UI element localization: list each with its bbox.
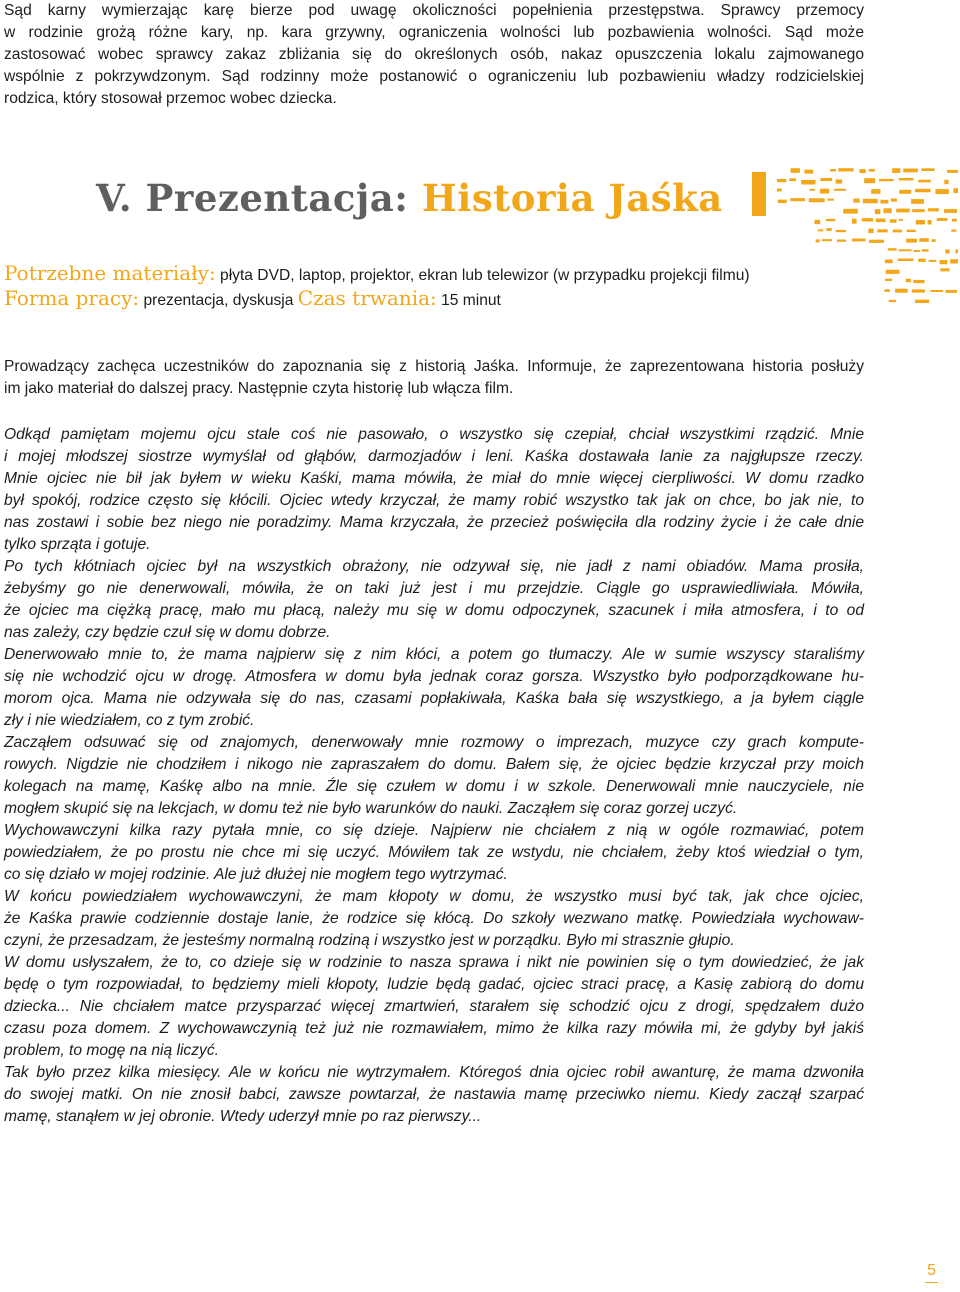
intro-line: wspólnie z pokrzywdzonym. Sąd rodzinny może postanowić o ograniczeniu lub pozbawieniu władzy rodzicielskiej	[4, 68, 864, 85]
story-line: kolegach na mamę, Kaśkę albo na mnie. Źle się czułem w domu i w szkole. Denerwowali mnie nauczyciele, nie	[4, 778, 864, 795]
story-line: się nie wchodzić ojcu w drogę. Atmosfera w domu była jednak coraz gorsza. Wszystko było podporządkowane hu-	[4, 668, 864, 685]
story-line: morom ojca. Mama nie odzywała się do nas, czasami popłakiwała, Kaśka bała się wszystkiego, a ja byłem ciągle	[4, 690, 864, 707]
story-line: Wychowawczyni kilka razy pytała mnie, co się dzieje. Najpierw nie chciałem z nią w ogóle rozmawiać, potem	[4, 822, 864, 839]
story-line: co się działo w mojej rodzinie. Ale już dłużej nie mogłem tego wytrzymać.	[4, 866, 508, 883]
story-line: mogłem skupić się na lekcjach, w domu też nie było warunków do nauki. Zacząłem się coraz gorzej uczyć.	[4, 800, 738, 817]
lead-paragraph	[4, 356, 864, 400]
materials-value: płyta DVD, laptop, projektor, ekran lub telewizor (w przypadku projekcji filmu)	[215, 267, 750, 284]
form-value: prezentacja, dyskusja	[139, 292, 298, 309]
intro-line: zastosować wobec sprawcy zakaz zbliżania się do określonych osób, nakaz opuszczenia lokalu zajmowanego	[4, 46, 864, 63]
time-label: Czas trwania:	[297, 286, 437, 310]
intro-line: Sąd karny wymierzając karę bierze pod uwagę okoliczności popełnienia przestępstwa. Sprawcy przemocy	[4, 2, 864, 19]
activity-meta	[4, 262, 884, 312]
story-line: nas zostawi i sobie bez niego nie poradzimy. Mama krzyczała, że przecież poświęciła dla rodziny życie i że całe dnie	[4, 514, 864, 531]
story-line: Odkąd pamiętam mojemu ojcu stale coś nie pasowało, o wszystko się czepiał, chciał wszystkimi rządzić. Mnie	[4, 426, 864, 443]
accent-bar	[752, 172, 766, 216]
story-text	[4, 424, 864, 1128]
story-line: czyni, że przesadzam, że jesteśmy normalną rodziną i wszystko jest w porządku. Było mi strasznie głupio.	[4, 932, 735, 949]
story-line: i mojej młodszej siostrze wymyślał od głąbów, darmozjadów i leni. Kaśka dostawała lanie za najgłupsze rzeczy.	[4, 448, 864, 465]
story-line: że Kaśka prawie codziennie dostaje lanie, że rodzice się kłócą. Do szkoły wezwano matkę. Powiedziała wychowaw-	[4, 910, 864, 927]
story-line: Denerwowało mnie to, że mama najpierw się z nim kłóci, a potem go tłumaczy. Ale w sumie wszyscy staraliśmy	[4, 646, 864, 663]
section-number-title: V. Prezentacja:	[96, 176, 422, 220]
story-line: Po tych kłótniach ojciec był na wszystkich obrażony, nie odzywał się, nie jadł z nami obiadów. Mama prosiła,	[4, 558, 864, 575]
time-value: 15 minut	[436, 292, 501, 309]
section-heading	[96, 176, 723, 220]
story-line: rowych. Nigdzie nie chodziłem i nikogo nie zapraszałem do domu. Bałem się, że ojciec będzie krzyczał przy moich	[4, 756, 864, 773]
lead-line: im jako materiał do dalszej pracy. Następnie czyta historię lub włącza film.	[4, 380, 514, 397]
story-line: czasu poza domem. Z wychowawczynią też już nie rozmawiałem, mimo że kilka razy mówiła mi, że gdyby był jakiś	[4, 1020, 864, 1037]
story-line: powiedziałem, że po prostu nie chce mi się uczyć. Mówiłem tak ze wstydu, nie chciałem, żeby ktoś wiedział o tym,	[4, 844, 864, 861]
story-line: tylko sprząta i gotuje.	[4, 536, 151, 553]
materials-row	[4, 262, 884, 287]
intro-line: rodzica, który stosował przemoc wobec dziecka.	[4, 90, 337, 107]
story-line: do swojej matki. On nie znosił babci, zawsze powtarzał, że nastawia mamę przeciwko niemu. Kiedy zaczął szarpać	[4, 1086, 864, 1103]
page-number: 5	[927, 1262, 936, 1279]
story-line: będę o tym rozpowiadał, to będziemy mieli kłopoty, ludzie będą gadać, ojciec straci pracę, a Kasię zabiorą do domu	[4, 976, 864, 993]
story-line: że ojciec ma ciężką pracę, mało mu płacą, należy mu się w domu odpoczynek, szacunek i miła atmosfera, i to od	[4, 602, 864, 619]
story-line: nas zależy, czy będzie czuł się w domu dobrze.	[4, 624, 331, 641]
story-line: W domu usłyszałem, że to, co dzieje się w rodzinie to nasza sprawa i nikt nie powinien się o tym dowiedzieć, że jak	[4, 954, 864, 971]
story-line: żebyśmy go nie denerwowali, mówiła, że on taki już jest i mu przejdzie. Ciągle go usprawiedliwiała. Mówiła,	[4, 580, 864, 597]
story-line: W końcu powiedziałem wychowawczyni, że mam kłopoty w domu, że wszystko musi być tak, jak chce ojciec,	[4, 888, 864, 905]
form-time-row	[4, 287, 884, 312]
story-line: Zacząłem odsuwać się od znajomych, denerwowały mnie rozmowy o imprezach, muzyce czy grach kompute-	[4, 734, 864, 751]
story-line: był spokój, rodzice często się kłócili. Ojciec wtedy krzyczał, że mamy robić wszystko tak jak on chce, bo jak nie, to	[4, 492, 864, 509]
form-label: Forma pracy:	[4, 286, 140, 310]
lead-line: Prowadzący zachęca uczestników do zapoznania się z historią Jaśka. Informuje, że zaprezentowana historia posłuży	[4, 358, 864, 375]
story-line: zły i nie wiedziałem, co z tym zrobić.	[4, 712, 255, 729]
section-title-accent: Historia Jaśka	[421, 176, 723, 220]
story-line: problem, to mogę na nią liczyć.	[4, 1042, 219, 1059]
materials-label: Potrzebne materiały:	[4, 261, 216, 285]
story-line: mamę, stanąłem w jej obronie. Wtedy uderzył mnie po raz pierwszy...	[4, 1108, 482, 1125]
story-line: Mnie ojciec nie bił jak byłem w wieku Kaśki, mama mówiła, że miał do mnie więcej cierpliwości. W domu rzadko	[4, 470, 864, 487]
intro-paragraph	[4, 0, 864, 110]
story-line: Tak było przez kilka miesięcy. Ale w końcu nie wytrzymałem. Któregoś dnia ojciec robił awanturę, że mama dzwoniła	[4, 1064, 864, 1081]
story-line: dziecka... Nie chciałem matce przysparzać więcej zmartwień, starałem się schodzić ojcu z drogi, spędzałem dużo	[4, 998, 864, 1015]
intro-line: w rodzinie grożą różne kary, np. kara grzywny, ograniczenia wolności lub pozbawienia wolności. Sąd może	[4, 24, 864, 41]
